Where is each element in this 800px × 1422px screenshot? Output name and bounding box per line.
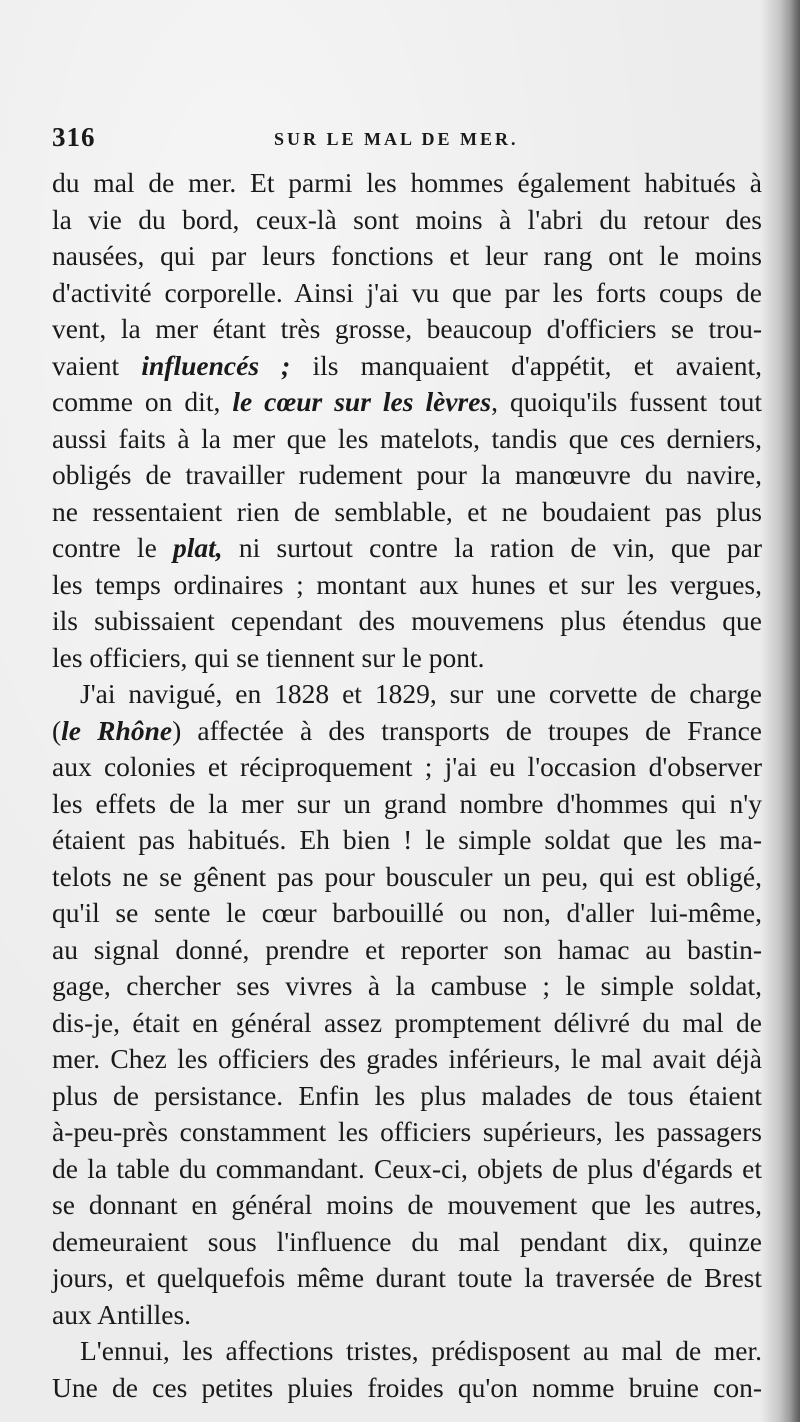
text-line: du mal de mer. Et parmi les hommes également habitués à xyxy=(52,167,762,198)
running-title: SUR LE MAL DE MER. xyxy=(274,129,519,149)
text-line: se donnant en général moins de mouvement que les autres, xyxy=(52,1189,762,1220)
italic-phrase: le Rhône xyxy=(61,714,173,746)
running-head xyxy=(52,122,752,158)
text-line: ils subissaient cependant des mouvemens plus étendus que xyxy=(52,605,762,636)
text-line: obligés de travailler rudement pour la manœuvre du navire, xyxy=(52,459,762,490)
text-line: étaient pas habitués. Eh bien ! le simple soldat que les ma- xyxy=(52,824,762,855)
text-line: à-peu-près constamment les officiers supérieurs, les passagers xyxy=(52,1116,762,1147)
text-line: de la table du commandant. Ceux-ci, objets de plus d'égards et xyxy=(52,1152,762,1184)
text-line: contre le plat, ni surtout contre la ration de vin, que par xyxy=(52,532,762,563)
text-line: J'ai navigué, en 1828 et 1829, sur une corvette de charge xyxy=(80,678,762,709)
text-line: qu'il se sente le cœur barbouillé ou non, d'aller lui-même, xyxy=(52,897,762,928)
text-line: au signal donné, prendre et reporter son hamac au bastin- xyxy=(52,933,762,965)
text-line: L'ennui, les affections tristes, prédisposent au mal de mer. xyxy=(80,1335,762,1366)
text-line: dis-je, était en général assez promptement délivré du mal de xyxy=(52,1006,762,1038)
text-line: plus de persistance. Enfin les plus malades de tous étaient xyxy=(52,1079,762,1111)
text-line: aux colonies et réciproquement ; j'ai eu l'occasion d'observer xyxy=(52,751,762,782)
body-text xyxy=(52,165,762,1406)
text-line: Une de ces petites pluies froides qu'on nomme bruine con- xyxy=(52,1371,762,1403)
text-line: comme on dit, le cœur sur les lèvres, quoiqu'ils fussent tout xyxy=(52,386,762,417)
text-line: aux Antilles. xyxy=(52,1298,192,1330)
italic-phrase: influencés ; xyxy=(141,349,291,381)
text-line: les officiers, qui se tiennent sur le pont. xyxy=(52,641,485,673)
text-line: nausées, qui par leurs fonctions et leur rang ont le moins xyxy=(52,240,762,271)
page-gutter-shadow xyxy=(780,0,800,1422)
italic-phrase: le cœur sur les lèvres xyxy=(232,386,492,417)
text-line: vaient influencés ; ils manquaient d'appétit, et avaient, xyxy=(52,349,762,381)
text-line: les temps ordinaires ; montant aux hunes et sur les vergues, xyxy=(52,568,762,600)
text-line: gage, chercher ses vivres à la cambuse ; le simple soldat, xyxy=(52,970,762,1001)
text-line: la vie du bord, ceux-là sont moins à l'abri du retour des xyxy=(52,203,762,235)
text-line: vent, la mer étant très grosse, beaucoup d'officiers se trou- xyxy=(52,313,762,344)
page-number: 316 xyxy=(52,122,96,152)
text-line: d'activité corporelle. Ainsi j'ai vu que par les forts coups de xyxy=(52,276,762,308)
text-line: les effets de la mer sur un grand nombre d'hommes qui n'y xyxy=(52,787,762,819)
text-line: jours, et quelquefois même durant toute la traversée de Brest xyxy=(52,1262,762,1293)
text-line: aussi faits à la mer que les matelots, tandis que ces derniers, xyxy=(52,422,762,454)
text-line: demeuraient sous l'influence du mal pendant dix, quinze xyxy=(52,1225,762,1257)
italic-phrase: plat, xyxy=(173,532,223,563)
text-line: (le Rhône) affectée à des transports de troupes de France xyxy=(52,714,763,746)
text-line: telots ne se gênent pas pour bousculer un peu, qui est obligé, xyxy=(52,860,762,892)
text-line: ne ressentaient rien de semblable, et ne boudaient pas plus xyxy=(52,495,762,527)
text-line: mer. Chez les officiers des grades inférieurs, le mal avait déjà xyxy=(52,1043,762,1074)
